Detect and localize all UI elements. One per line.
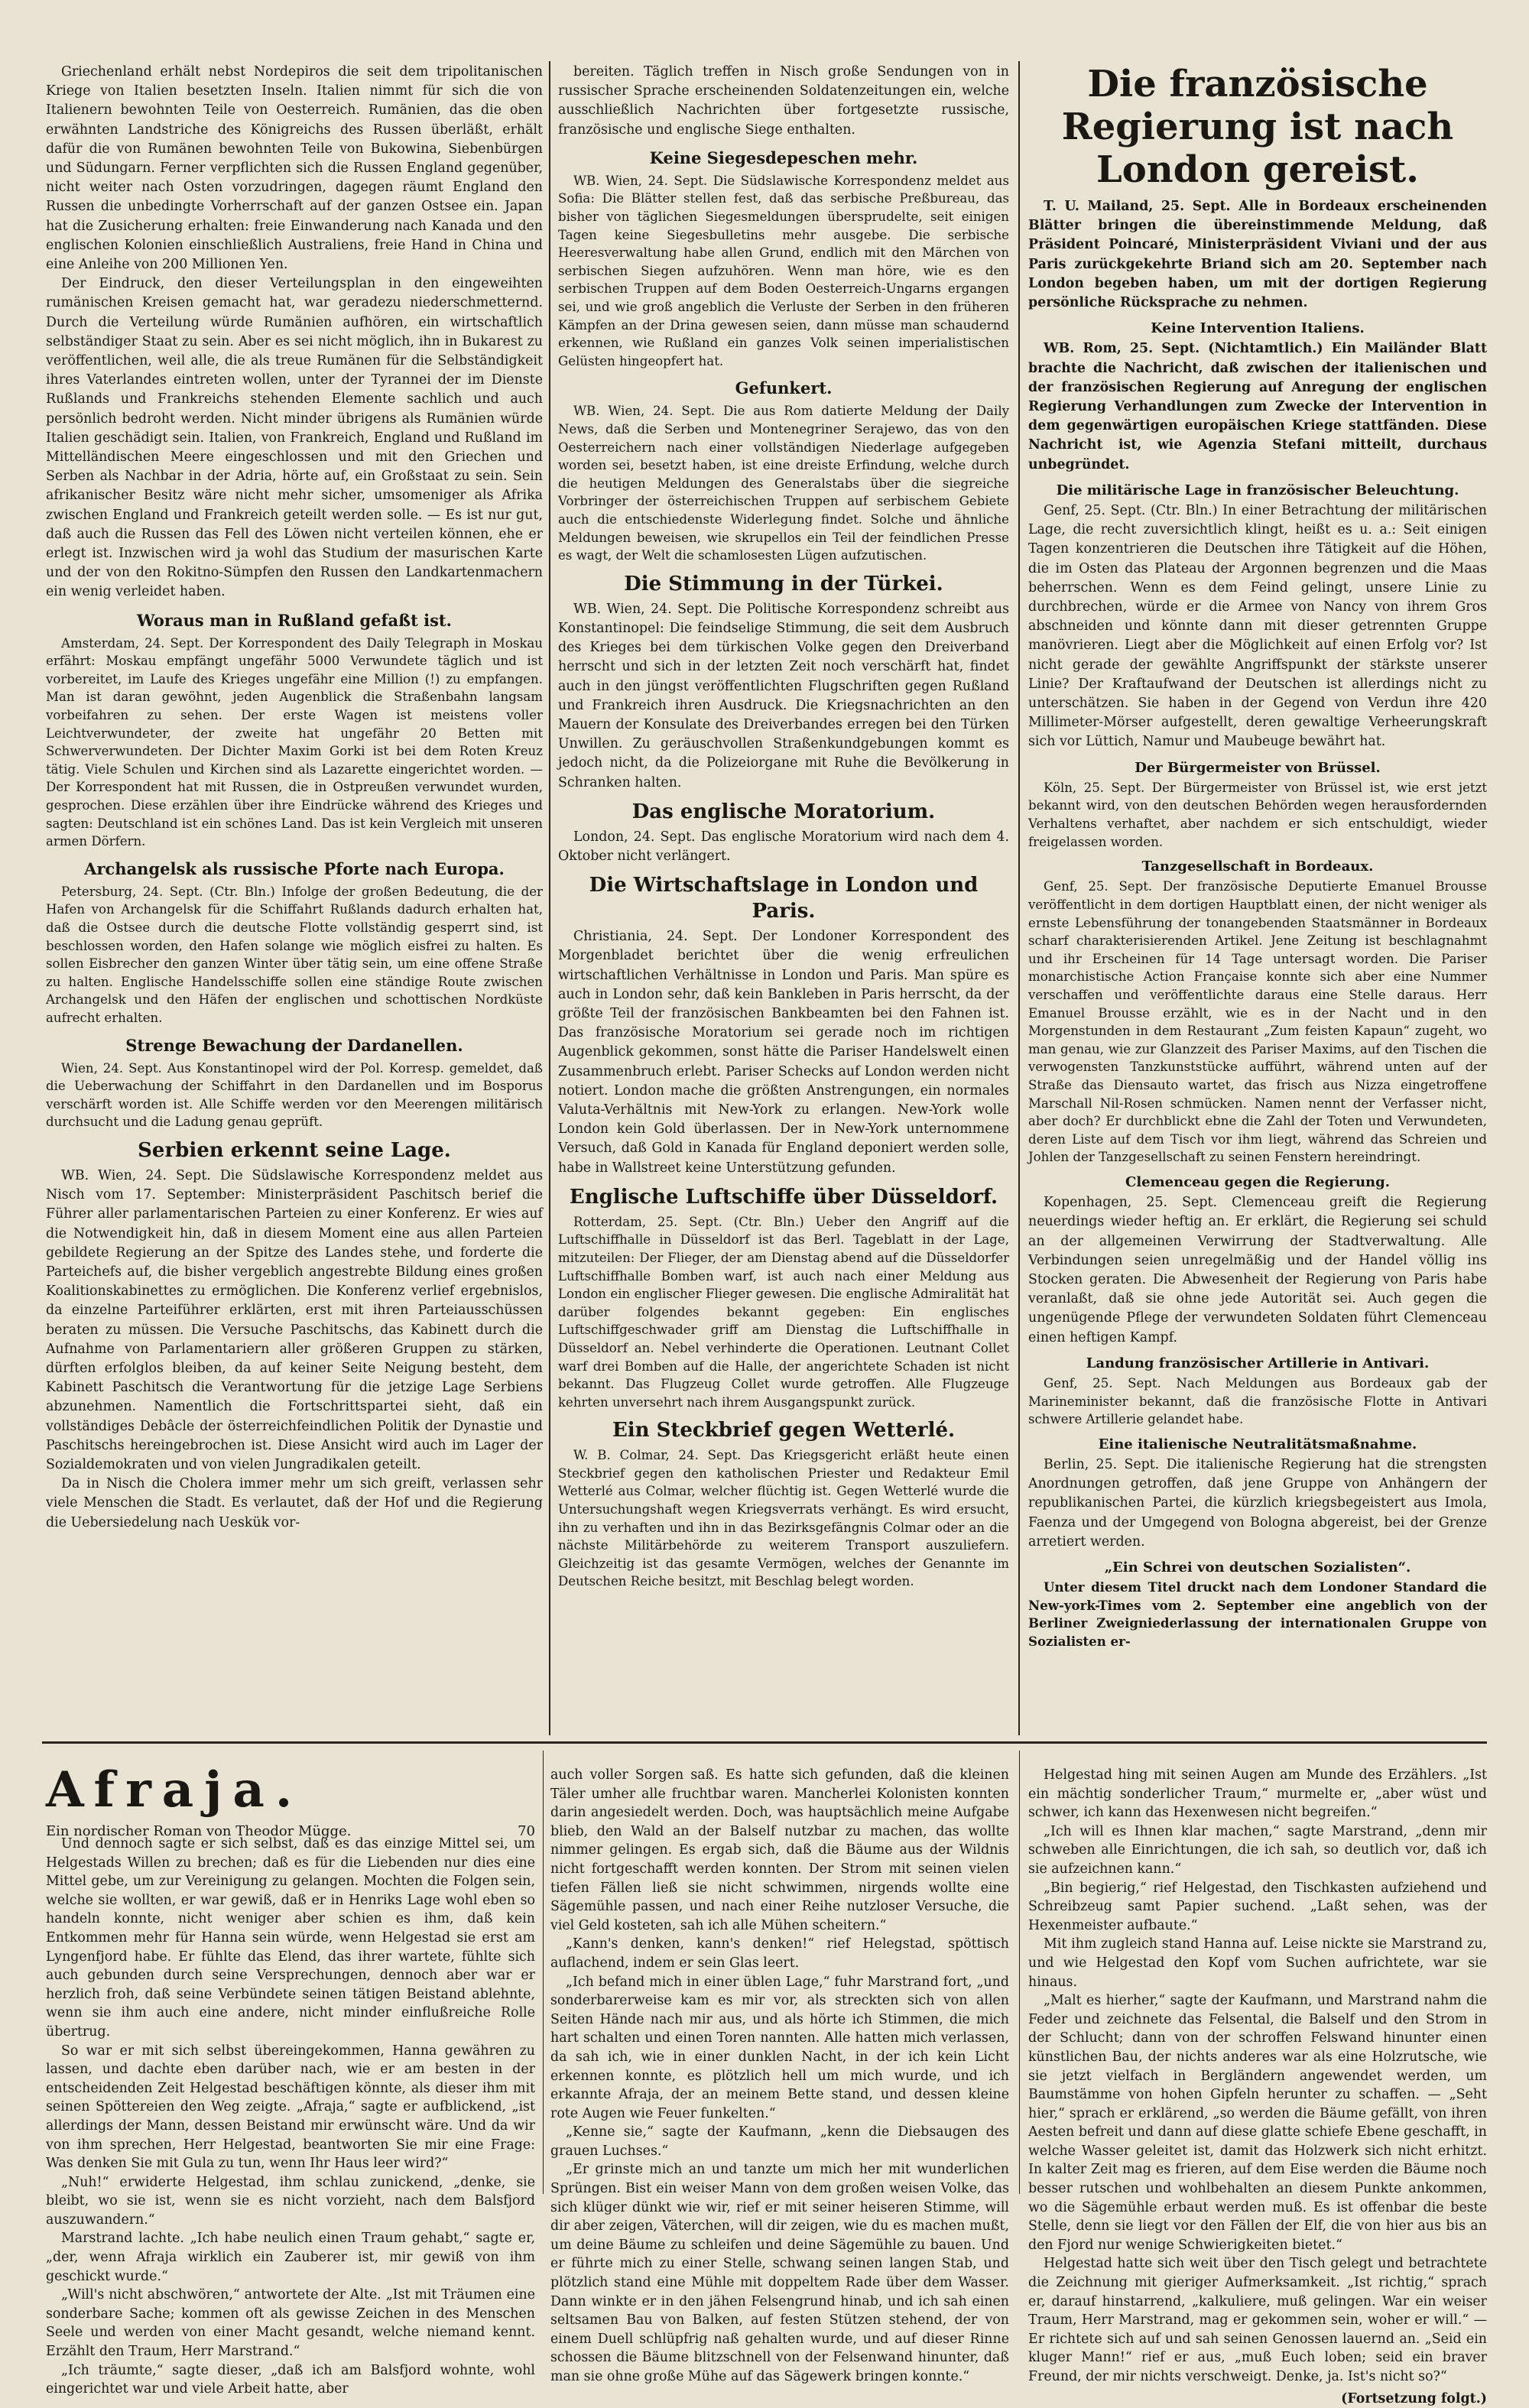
article-paragraph: London, 24. Sept. Das englische Moratorium wird nach dem 4. Oktober nicht verlängert. <box>558 829 1009 864</box>
headline: Strenge Bewachung der Dardanellen. <box>125 1035 463 1055</box>
headline: Serbien erkennt seine Lage. <box>138 1138 451 1162</box>
novel-paragraph: „Bin begierig,“ rief Helgestad, den Tischkasten aufziehend und Schreibzeug samt Papier suchend. „Laßt sehen, was der Hexenmeister aufbaute.“ <box>1028 1880 1487 1933</box>
article-paragraph: T. U. Mailand, 25. Sept. Alle in Bordeaux erscheinenden Blätter bringen die übereinstimmende Meldung, daß Präsident Poincaré, Ministerpräsident Viviani und der aus Paris zurückgekehrte Briand sich am 20. September nach London begeben haben, um mit der dortigen Regierung persönliche Rücksprache zu nehmen. <box>1028 199 1487 311</box>
installment-number: 70 <box>518 1823 535 1839</box>
novel-rule-2 <box>1019 1751 1020 2194</box>
novel-subtitle: Ein nordischer Roman von Theodor Mügge. <box>46 1823 352 1839</box>
headline: Archangelsk als russische Pforte nach Europa. <box>84 858 505 878</box>
article-paragraph: Genf, 25. Sept. (Ctr. Bln.) In einer Betrachtung der militärischen Lage, die recht zuversichtlich klingt, heißt es u. a.: Seit einigen Tagen konzentrieren die Deutschen ihre Tätigkeit auf die Höhen, die im Osten das Plateau der Argonnen begrenzen und die Maas beherrschen. Wenn es dem Feind gelingt, unsere Linie zu durchbrechen, würde er die Armee von Nancy von ihrem Gros abschneiden und könnte dann mit dieser getrennten Gruppe manövrieren. Liegt aber die Möglichkeit auf einen Erfolg vor? Ist nicht gerade der gewählte Angriffspunkt der stärkste unserer Linie? Der Kraftaufwand der Deutschen ist allerdings nicht zu unterschätzen. Sie haben in der Gegend von Verdun ihre 420 Millimeter-Mörser aufgestellt, deren gewaltige Verheerungskraft sich vor Lüttich, Namur und Maubeuge bewährt hat. <box>1028 503 1487 750</box>
novel-paragraph: So war er mit sich selbst übereingekommen, Hanna gewähren zu lassen, und dachte eben darüber nach, wie er am besten in der entscheidenden Zeit Helgestad beschäftigen könnte, als dieser ihm mit seinen Spöttereien den Weg zeigte. „Afraja,“ sagte er aufblickend, „ist allerdings der Mann, dessen Beistand mir erwünscht wäre. Und da wir von ihm sprechen, Herr Helgestad, beantworten Sie mir eine Frage: Was denken Sie mit Gula zu tun, wenn Ihr Haus leer wird?“ <box>46 2043 535 2172</box>
novel-paragraph: „Ich will es Ihnen klar machen,“ sagte Marstrand, „denn mir schweben alle Einrichtungen, die ich sah, so deutlich vor, daß ich sie aufzeichnen kann.“ <box>1028 1823 1487 1877</box>
article-paragraph: Unter diesem Titel druckt nach dem Londoner Standard die New-york-Times vom 2. September eine angeblich von der Berliner Zweigniederlassung der internationalen Gruppe von Sozialisten er- <box>1028 1579 1487 1649</box>
headline: Keine Intervention Italiens. <box>1151 320 1365 337</box>
headline: Gefunkert. <box>735 378 833 398</box>
continuation-note: (Fortsetzung folgt.) <box>1341 2390 1487 2406</box>
article-paragraph: WB. Wien, 24. Sept. Die Politische Korrespondenz schreibt aus Konstantinopel: Die feindselige Stimmung, die seit dem Ausbruch des Krieges bei dem türkischen Volke gegen den Dreiverband herrscht und sich in der letzten Zeit noch verschärft hat, findet auch in den jüngst veröffentlichten Flugschriften gegen Rußland und Frankreich ihren Ausdruck. Die Kriegsnachrichten an den Mauern der Konsulate des Dreiverbandes erregen bei den Türken Unwillen. Zu geräuschvollen Straßenkundgebungen kommt es jedoch nicht, da die Polizeiorgane mit Ruhe die Bevölkerung in Schranken halten. <box>558 601 1009 790</box>
headline: Eine italienische Neutralitätsmaßnahme. <box>1098 1436 1417 1452</box>
article-paragraph: Da in Nisch die Cholera immer mehr um sich greift, verlassen sehr viele Menschen die Stadt. Es verlautet, daß der Hof und die Regierung die Uebersiedelung nach Ueskük vor- <box>46 1476 543 1530</box>
article-paragraph: Genf, 25. Sept. Nach Meldungen aus Bordeaux gab der Marineminister bekannt, daß die französische Flotte in Antivari schwere Artillerie gelandet habe. <box>1028 1376 1487 1427</box>
novel-paragraph: „Kann's denken, kann's denken!“ rief Helegstad, spöttisch auflachend, indem er sein Glas leert. <box>550 1936 1009 1971</box>
novel-paragraph: Marstrand lachte. „Ich habe neulich einen Traum gehabt,“ sagte er, „der, wenn Afraja wirklich ein Zauberer ist, mir gewiß von ihm geschickt wurde.“ <box>46 2231 535 2284</box>
article-paragraph: WB. Wien, 24. Sept. Die Südslawische Korrespondenz meldet aus Nisch vom 17. September: Ministerpräsident Paschitsch berief die Führer aller parlamentarischen Parteien zu einer Konferenz. Er wies auf die Notwendigkeit hin, daß in diesem Moment eine aus allen Parteien gebildete Regierung an der Spitze des Landes stehe, und forderte die Parteichefs auf, die bisher vergeblich angestrebte Bildung eines großen Koalitionskabinettes zu ermöglichen. Die Konferenz verlief ergebnislos, da einzelne Parteiführer erklärten, erst mit ihren Parteiausschüssen beraten zu müssen. Die Versuche Paschitschs, das Kabinett durch die Aufnahme von Parlamentariern aller größeren Gruppen zu stärken, dürften erfolglos bleiben, da auf keiner Seite Neigung besteht, dem Kabinett Paschitsch die Verantwortung für die jetzige Lage Serbiens abzunehmen. Namentlich die Fortschrittspartei sieht, daß ein vollständiges Debâcle der österreichfeindlichen Politik der Dynastie und Paschitschs hereingebrochen ist. Diese Ansicht wird auch im Lager der Sozialdemokraten und von vielen Jungradikalen geteilt. <box>46 1167 543 1472</box>
novel-paragraph: „Malt es hierher,“ sagte der Kaufmann, und Marstrand nahm die Feder und zeichnete das Felsental, die Balself und den Strom in der Schlucht; dann von der schroffen Felswand hinunter einen künstlichen Bau, der nichts anderes war als eine Holzrutsche, wie sie jetzt vielfach in Bergländern angewendet werden, um Baumstämme von hohen Gipfeln herunter zu schaffen. — „Seht hier,“ sprach er erklärend, „so werden die Bäume gefällt, von ihren Aesten befreit und dann auf diese glatte schiefe Ebene geschafft, in welche Wasser geleitet ist, damit das Holzwerk sich nicht erhitzt. In kalter Zeit mag es frieren, auf dem Eise werden die Bäume noch besser rutschen und wohlbehalten an diesem Punkte ankommen, wo die Sägemühle erbaut werden muß. Es ist offenbar die beste Stelle, denn sie liegt vor den Fällen der Elf, die von hier aus bis an den Fjord nur wenige Schwierigkeiten bietet.“ <box>1028 1993 1487 2253</box>
headline: Keine Siegesdepeschen mehr. <box>649 148 918 167</box>
headline: Clemenceau gegen die Regierung. <box>1125 1173 1390 1190</box>
headline: „Ein Schrei von deutschen Sozialisten“. <box>1104 1559 1411 1576</box>
article-paragraph: Rotterdam, 25. Sept. (Ctr. Bln.) Ueber den Angriff auf die Luftschiffhalle in Düsseldorf ist das Berl. Tageblatt in der Lage, mitzuteilen: Der Flieger, der am Dienstag abend auf die Düsseldorfer Luftschiffhalle Bomben warf, ist auch nach einer Meldung aus London ein englischer Flieger gewesen. Die englische Admiralität hat darüber folgendes bekannt gegeben: Ein englisches Luftschiffgeschwader griff am Dienstag die Luftschiffhalle in Düsseldorf an. Nebel verhinderte die Operationen. Leutnant Collet warf drei Bomben auf die Halle, der angerichtete Schaden ist nicht bekannt. Das Flugzeug Collet wurde getroffen. Alle Flugzeuge kehrten unversehrt nach ihrem Ausgangspunkt zurück. <box>558 1214 1009 1410</box>
novel-paragraph: „Kenne sie,“ sagte der Kaufmann, „kenn die Diebsaugen des grauen Luchses.“ <box>550 2124 1009 2159</box>
novel-paragraph: „Ich träumte,“ sagte dieser, „daß ich am Balsfjord wohnte, wohl eingerichtet war und viele Arbeit hatte, aber <box>46 2362 535 2397</box>
novel-paragraph: „Er grinste mich an und tanzte um mich her mit wunderlichen Sprüngen. Bist ein weiser Mann von dem großen weisen Volke, das sich klüger dünkt wie wir, rief er mit seiner heiseren Stimme, will dir aber zeigen, Väterchen, will dir zeigen, wie du es machen mußt, um deine Bäume zu schleifen und deine Sägemühle zu bauen. Und er führte mich zu einer Stelle, schwang seinen langen Stab, und plötzlich stand eine Mühle mit doppeltem Rade über dem Wasser. Dann winkte er in den jähen Felsengrund hinab, und ich sah einen seltsamen Bau von Balken, auf festen Stützen stehend, der von einem Duell schlüpfrig naß gehalten wurde, und auf dieser Rinne schossen die Bäume blitzschnell von der Felsenwand hinunter, daß man sie ohne große Mühe auf das Sägewerk bringen konnte.“ <box>550 2162 1009 2384</box>
article-paragraph: bereiten. Täglich treffen in Nisch große Sendungen von in russischer Sprache erscheinenden Soldatenzeitungen ein, welche ausschließlich Nachrichten über fortgesetzte russische, französische und englische Siege enthalten. <box>558 64 1009 138</box>
article-paragraph: Griechenland erhält nebst Nordepiros die seit dem tripolitanischen Kriege von Italien besetzten Inseln. Italien nimmt für sich die von Italienern bewohnten Teile von Oesterreich. Rumänien, das die oben erwähnten Landstriche des Königreichs des Russen überläßt, erhält dafür die von Rumänen bewohnten Teile von Bukowina, Siebenbürgen und Südungarn. Ferner verpflichten sich die Russen England gegenüber, nicht weiter nach Osten vorzudringen, dagegen räumt England den Russen die unbedingte Vorherrschaft auf der ganzen Ostsee ein. Japan hat die Zusicherung erhalten: freie Einwanderung nach Kanada und den englischen Kolonien einschließlich Australiens, freie Hand in China und eine Anleihe von 200 Millionen Yen. <box>46 64 543 273</box>
main-headline: Die französische Regierung ist nach London gereist. <box>1061 63 1454 191</box>
column-1 <box>46 63 543 1533</box>
article-paragraph: Amsterdam, 24. Sept. Der Korrespondent des Daily Telegraph in Moskau erfährt: Moskau empfängt ungefähr 5000 Verwundete täglich und ist vorbereitet, im Laufe des Krieges ungefähr eine Million (!) zu empfangen. Man ist daran gewöhnt, jeden Augenblick die Straßenbahn langsam vorbeifahren zu sehen. Der erste Wagen ist meistens voller Leichtverwundeter, der zweite hat ungefähr 20 Betten mit Schwerverwundeten. Der Dichter Maxim Gorki ist bei dem Roten Kreuz tätig. Viele Schulen und Kirchen sind als Lazarette eingerichtet worden. — Der Korrespondent hat mit Russen, die in Ostpreußen verwundet wurden, gesprochen. Diese erzählen über ihre Eindrücke während des Krieges und sagten: Deutschland ist ein schönes Land. Das ist kein Vergleich mit unseren armen Dörfern. <box>46 635 543 849</box>
headline: Tanzgesellschaft in Bordeaux. <box>1141 858 1374 875</box>
column-rule-1 <box>549 61 550 1735</box>
article-paragraph: W. B. Colmar, 24. Sept. Das Kriegsgericht erläßt heute einen Steckbrief gegen den katholischen Priester und Redakteur Emil Wetterlé aus Colmar, welcher flüchtig ist. Gegen Wetterlé wurde die Untersuchungshaft wegen Kriegsverrats verhängt. Es wird ersucht, ihn zu verhaften und ihn in das Bezirksgefängnis Colmar oder an die nächste Militärbehörde zu weiterem Transport auszuliefern. Gleichzeitig ist das gesamte Vermögen, welches der Genannte im Deutschen Reiche besitzt, mit Beschlag belegt worden. <box>558 1448 1009 1589</box>
novel-paragraph: „Nuh!“ erwiderte Helgestad, ihm schlau zunickend, „denke, sie bleibt, wo sie ist, wenn sie es nicht vorzieht, nach dem Balsfjord auszuwandern.“ <box>46 2174 535 2228</box>
novel-paragraph: Helgestad hatte sich weit über den Tisch gelegt und betrachtete die Zeichnung mit gieriger Aufmerksamkeit. „Ist richtig,“ sprach er, darauf hinstarrend, „kalkuliere, muß gelingen. War ein weiser Traum, Herr Marstrand, mag er gekommen sein, woher er will.“ — Er richtete sich auf und sah seinen Genossen lauernd an. „Seid ein kluger Mann!“ rief er aus, „muß Euch loben; seid ein braver Freund, der mir nichts verschweigt. Denke, ja. Ist's nicht so?“ <box>1028 2256 1487 2384</box>
article-paragraph: Christiania, 24. Sept. Der Londoner Korrespondent des Morgenbladet berichtet über die wenig erfreulichen wirtschaftlichen Verhältnisse in London und Paris. Man spüre es auch in London sehr, daß kein Bankleben in Paris herrscht, da der größte Teil der französischen Bankbeamten bei den Fahnen ist. Das französische Moratorium sei gerade noch im richtigen Augenblick gekommen, sonst hätte die Pariser Handelswelt einen Zusammenbruch erlebt. Pariser Schecks auf London werden nicht notiert. London mache die größten Anstrengungen, ein normales Valuta-Verhältnis mit New-York zu erlangen. New-York wolle London kein Gold überlassen. Der in New-York unternommene Versuch, daß Gold in Kanada für England deponiert werden solle, habe in Wallstreet keine Unterstützung gefunden. <box>558 929 1009 1176</box>
section-rule <box>42 1741 1487 1744</box>
novel-column-1 <box>46 1835 535 2399</box>
column-2 <box>558 63 1009 1591</box>
article-paragraph: WB. Rom, 25. Sept. (Nichtamtlich.) Ein Mailänder Blatt brachte die Nachricht, daß zwischen der italienischen und der französischen Regierung auf Anregung der englischen Regierung Verhandlungen zum Zwecke der Intervention in dem gegenwärtigen europäischen Kriege stattfänden. Diese Nachricht ist, wie Agenzia Stefani mitteilt, durchaus unbegründet. <box>1028 341 1487 472</box>
article-paragraph: Wien, 24. Sept. Aus Konstantinopel wird der Pol. Korresp. gemeldet, daß die Ueberwachung der Schiffahrt in den Dardanellen und im Bosporus verschärft worden ist. Alle Schiffe werden vor den Meerengen militärisch durchsucht und die Ladung genau geprüft. <box>46 1060 543 1130</box>
novel-paragraph: „Will's nicht abschwören,“ antwortete der Alte. „Ist mit Träumen eine sonderbare Sache; kommen oft als gewisse Zeichen in des Menschen Seele und werden von einer Macht gesandt, welche niemand kennt. Erzählt den Traum, Herr Marstrand.“ <box>46 2287 535 2360</box>
headline: Woraus man in Rußland gefaßt ist. <box>137 610 452 630</box>
article-paragraph: Der Eindruck, den dieser Verteilungsplan in den eingeweihten rumänischen Kreisen gemacht hat, war geradezu niederschmetternd. Durch die Verteilung würde Rumänien aufhören, ein wirtschaftlich selbständiger Staat zu sein. Aber es sei nicht möglich, ihn in Bukarest zu veröffentlichen, weil alle, die als treue Rumänen für die Selbständigkeit ihres Vaterlandes eintreten wollen, unter der Tyrannei der im Dienste Rußlands und Frankreichs stehenden Elemente sachlich und auch persönlich bedroht werden. Nicht minder übrigens als Rumänien würde Italien geschädigt sein. Italien, von Frankreich, England und Rußland im Mittelländischen Meere eingeschlossen und mit den Griechen und Serben als Nachbar in der Adria, hörte auf, ein Großstaat zu sein. Sein afrikanischer Besitz wäre nicht mehr sicher, umsomeniger als Afrika zwischen England und Frankreich geteilt werden solle. — Es ist nur gut, daß auch die Russen das Fell des Löwen nicht verteilen können, ehe er erlegt ist. Inzwischen wird ja wohl das Studium der masurischen Karte und der von den Rokitno-Sümpfen den Russen den Landkartenmachern ein wenig verleidet haben. <box>46 276 543 600</box>
column-rule-2 <box>1018 61 1020 1735</box>
article-paragraph: WB. Wien, 24. Sept. Die aus Rom datierte Meldung der Daily News, daß die Serben und Montenegriner Serajewo, das von den Oesterreichern nach einer vollständigen Niederlage aufgegeben worden sei, besetzt haben, ist eine dreiste Erfindung, welche durch die heutigen Meldungen des Generalstabs über die siegreiche Vorbringer der österreichischen Truppen auf serbischem Gebiete auch die entschiedenste Widerlegung findet. Solche und ähnliche Meldungen beweisen, wie skrupellos ein Teil der feindlichen Presse es wagt, der Welt die schamlosesten Lügen aufzutischen. <box>558 404 1009 563</box>
article-paragraph: Genf, 25. Sept. Der französische Deputierte Emanuel Brousse veröffentlicht in dem dortigen Hauptblatt einen, der nicht weniger als ernste Lebensführung der tonangebenden Staatsmänner in Bordeaux scharf charakterisierenden Artikel. Jene Zeitung ist beschlagnahmt und ihr Erscheinen für 14 Tage untersagt worden. Die Pariser monarchistische Action Française konnte sich aber eine Nummer verschaffen und veröffentlichte daraus eine Stelle daraus. Herr Emanuel Brousse erzählt, wie es in der Nacht und in den Morgenstunden in dem Restaurant „Zum feisten Kapaun“ zugeht, wo man genau, wie zur Glanzzeit des Pariser Maxims, auf den Tischen die verwogensten Tanzkunststücke aufführt, während unten auf der Straße das Diensauto wartet, das frisch aus Nizza eingetroffene Marschall Nil-Rosen schmücken. Namen nennt der Verfasser nicht, aber doch? Er durchblickt ebne die Zahl der Toten und Verwundeten, deren Liste auf dem Tisch vor ihm liegt, während das Schreien und Johlen der Tanzgesellschaft zu seinen Fenstern hereindringt. <box>1028 879 1487 1165</box>
novel-paragraph: Mit ihm zugleich stand Hanna auf. Leise nickte sie Marstrand zu, und wie Helgestad den Kopf vom Suchen aufrichtete, war sie hinaus. <box>1028 1936 1487 1990</box>
article-paragraph: Berlin, 25. Sept. Die italienische Regierung hat die strengsten Anordnungen getroffen, daß jene Gruppe von Anhängern der republikanischen Partei, die kürzlich kriegsbegeistert aus Imola, Faenza und der Umgegend von Bologna abgereist, bei der Grenze arretiert werden. <box>1028 1456 1487 1550</box>
novel-header <box>46 1762 581 1842</box>
headline: Die Stimmung in der Türkei. <box>624 572 943 596</box>
novel-paragraph: „Ich befand mich in einer üblen Lage,“ fuhr Marstrand fort, „und sonderbarerweise kam es mir vor, als streckten sich von allen Seiten Hände nach mir aus, und als hörte ich Stimmen, die mich hart schalten und einen Toren nannten. Alle hatten mich verlassen, da sah ich, wie in einer dunklen Nacht, in der ich kein Licht erkennen konnte, es plötzlich hell um mich wurde, und ich erkannte Afraja, der an meinem Bette stand, und dessen kleine rote Augen wie Feuer funkelten.“ <box>550 1974 1009 2121</box>
novel-title: Afraja. <box>46 1761 304 1819</box>
headline: Landung französischer Artillerie in Antivari. <box>1086 1355 1430 1371</box>
column-3 <box>1028 63 1487 1651</box>
novel-paragraph: Helgestad hing mit seinen Augen am Munde des Erzählers. „Ist ein mächtig sonderlicher Traum,“ murmelte er, „aber wüst und schwer, ich kann das Hexenwesen nicht begreifen.“ <box>1028 1767 1487 1821</box>
novel-column-3 <box>1028 1766 1487 2408</box>
novel-paragraph: Und dennoch sagte er sich selbst, daß es das einzige Mittel sei, um Helgestads Willen zu brechen; daß es für die Liebenden nur dies eine Mittel gebe, um zur Vereinigung zu gelangen. Mochten die Folgen sein, welche sie wollten, er war gewiß, daß er in Henriks Lage wohl eben so handeln konnte, nicht weniger aber schien es ihm, daß kein Entkommen mehr für Hanna sein würde, wenn Helgestad sie erst am Lyngenfjord habe. Er fühlte das Elend, das ihrer wartete, fühlte sich auch gebunden durch seine Versprechungen, dennoch aber war er herzlich froh, daß seine Verbündete seinen tätigen Beistand ablehnte, wenn sie ihm auch eine andere, nicht minder einflußreiche Rolle übertrug. <box>46 1836 535 2040</box>
novel-paragraph: auch voller Sorgen saß. Es hatte sich gefunden, daß die kleinen Täler umher alle fruchtbar waren. Mancherlei Kolonisten konnten darin angesiedelt werden. Doch, was hauptsächlich meine Aufgabe blieb, den Wald an der Balself nutzbar zu machen, das wollte nimmer gelingen. Es ergab sich, daß die Bäume aus der Wildnis nicht fortgeschafft werden konnten. Der Strom mit seinen vielen tiefen Fällen ließ sie nicht schwimmen, nirgends wollte eine Sägemühle passen, und nach einer Reihe nutzloser Versuche, die viel Geld kosteten, sah ich alle Mühen scheitern.“ <box>550 1767 1009 1933</box>
headline: Die Wirtschaftslage in London und Paris. <box>589 874 979 923</box>
article-paragraph: WB. Wien, 24. Sept. Die Südslawische Korrespondenz meldet aus Sofia: Die Blätter stellen fest, daß das serbische Preßbureau, das bisher von täglichen Siegesmeldungen übersprudelte, seit einigen Tagen keine Siegesbulletins mehr ausgebe. Die serbische Heeresverwaltung habe allen Grund, endlich mit den Märchen von serbischen Siegen aufzuhören. Wenn man höre, wie es den serbischen Truppen auf dem Boden Oesterreich-Ungarns ergangen sei, und wie groß angeblich die Verluste der Serben in den früheren Kämpfen an der Drina gewesen seien, dann müsse man schaudernd erkennen, wie Rußland ein ganzes Volk seinen imperialistischen Gelüsten hingeopfert hat. <box>558 173 1009 368</box>
article-paragraph: Kopenhagen, 25. Sept. Clemenceau greift die Regierung neuerdings wieder heftig an. Er erklärt, die Regierung sei schuld an der allgemeinen Verwirrung der Stadtverwaltung. Alle Verbindungen seien unregelmäßig und der Handel völlig ins Stocken geraten. Die Abwesenheit der Regierung von Paris habe veranlaßt, daß sie ohne jede Autorität sei. Auch gegen die ungenügende Pflege der verwundeten Soldaten führt Clemenceau einen heftigen Kampf. <box>1028 1195 1487 1345</box>
novel-column-2 <box>550 1766 1009 2387</box>
headline: Das englische Moratorium. <box>631 800 936 823</box>
headline: Die militärische Lage in französischer Beleuchtung. <box>1056 482 1459 498</box>
headline: Englische Luftschiffe über Düsseldorf. <box>569 1185 998 1209</box>
article-paragraph: Köln, 25. Sept. Der Bürgermeister von Brüssel ist, wie erst jetzt bekannt wird, von den deutschen Behörden wegen herausfordernden Verhaltens verhaftet, aber nachdem er sich entschuldigt, wieder freigelassen worden. <box>1028 780 1487 849</box>
headline: Ein Steckbrief gegen Wetterlé. <box>612 1419 956 1443</box>
article-paragraph: Petersburg, 24. Sept. (Ctr. Bln.) Infolge der großen Bedeutung, die der Hafen von Archangelsk für die Schiffahrt Rußlands dadurch erhalten hat, daß die Ostsee durch die deutsche Flotte vollständig gesperrt sind, ist beschlossen worden, den Hafen solange wie möglich eisfrei zu halten. Es sollen Eisbrecher den ganzen Winter über tätig sein, um eine offene Straße zu halten. Englische Handelsschiffe sollen eine ständige Route zwischen Archangelsk und den Häfen der englischen und schottischen Nordküste aufrecht erhalten. <box>46 884 543 1025</box>
headline: Der Bürgermeister von Brüssel. <box>1135 759 1381 776</box>
